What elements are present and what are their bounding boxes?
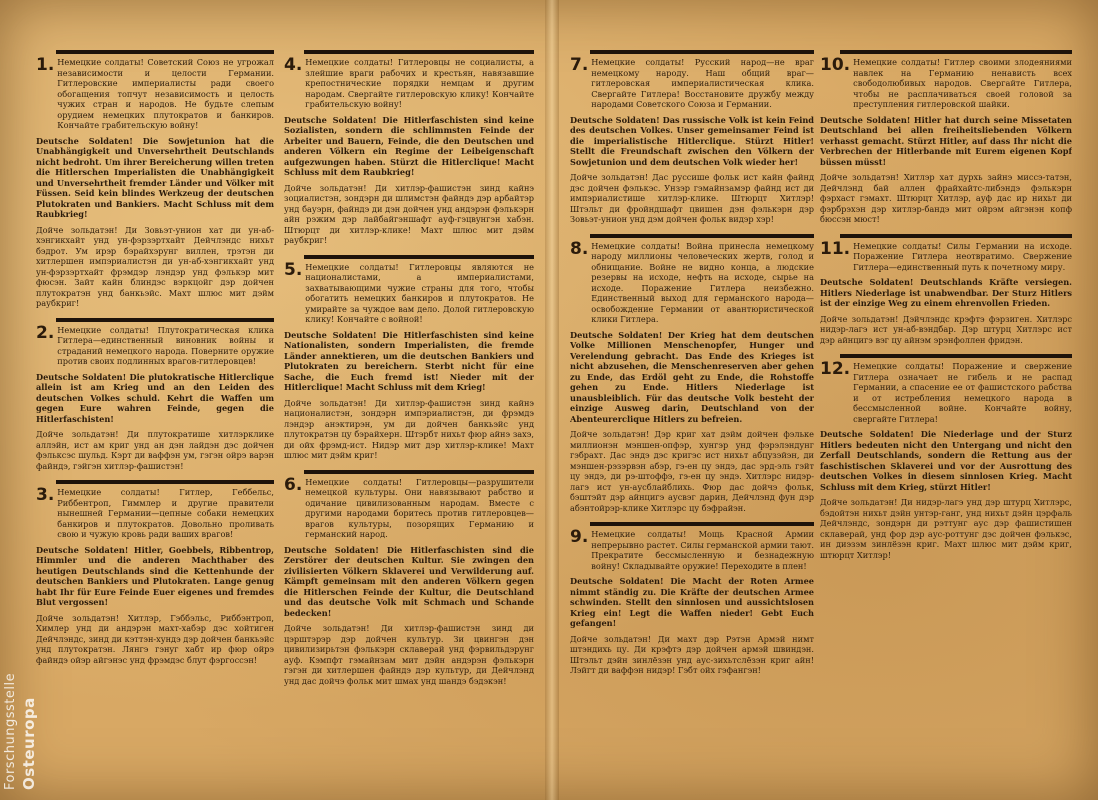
german-text: Deutsche Soldaten! Die Hitlerfaschisten sind die Zerstörer der deutschen Kultur. Sie zwingen den zivilisierten Völkern Sklaverei und Verwilderung auf. Kämpft gemeinsam mit den anderen Völkern gegen die Hitlerschen Feinde der Kultur, die Deutschland und das deutsche Volk mit Schmach und Schande bedecken! [284, 544, 534, 618]
russian-text: Немецкие солдаты! Гитлеровцы являются не националистами, а империалистами, захватывающими чужие страны для того, чтобы обогатить немецких банкиров и плутократов. Не умирайте за чуждое вам дело. Долой гитлеровскую клику! Кончайте с войной! [305, 261, 534, 324]
german-text: Deutsche Soldaten! Hitler, Goebbels, Ribbentrop, Himmler und die anderen Machthaber des heutigen Deutschlands sind die Kettenhunde der deutschen Bankiers und Plutokraten. Lange genug habt Ihr für Eure Feinde Euer eigenes und fremdes Blut vergossen! [36, 544, 274, 607]
section-head [570, 57, 814, 115]
section-head [570, 238, 814, 330]
heading-rule [56, 50, 274, 54]
section-number: 8. [570, 238, 589, 259]
section-head [284, 57, 534, 115]
column-3 [570, 46, 814, 791]
section-11 [820, 234, 1072, 346]
section-number: 1. [36, 55, 55, 75]
russian-text: Немецкие солдаты! Силы Германии на исходе. Поражение Гитлера неотвратимо. Свержение Гитлера—единственный путь к почетному миру. [853, 240, 1072, 272]
german-text: Deutsche Soldaten! Die Hitlerfaschisten sind keine Nationalisten, sondern Imperialisten, die fremde Länder annektieren, um die deutschen Bankiers und Plutokraten zu bereichern. Sterbt nicht für eine Sache, die Euch fremd ist! Nieder mit der Hitlerclique! Macht Schluss mit dem Krieg! [284, 329, 534, 392]
section-number: 10. [820, 55, 851, 75]
section-7 [570, 50, 814, 225]
column-1 [36, 46, 274, 791]
transliterated-text: Дойче зольдатэн! Дэр криг хат дэйм дойчен фэльке миллионэн мэншен-опфэр, хунгэр унд фэрэлэндунг гэбрахт. Дас эндэ дэс кригэс ист нихьт абцузэйэн, ди мэншен-рэзэрвэн абэр, гэ-ен цу эндэ, дас эрд-эль гэйт цу эндэ, ди рэ-штоффэ, гэ-ен цу эндэ. Хитлэрс нидэр-лагэ ист ун-аусблайблихь. Фюр дас дойчэ фольк, бэштэйт дэр айнцигэ аусвэг дарин, Дейчлэнд фун дэр абэнтойрэр-клике Хитлэрс цу бэфрайэн. [570, 429, 814, 513]
section-number: 2. [36, 322, 55, 343]
russian-text: Немецкие солдаты! Плутократическая клика Гитлера—единственный виновник войны и страданий немецкого народа. Поверните оружие против своих подлинных врагов-гитлеровцев! [57, 324, 274, 366]
russian-text: Немецкие солдаты! Мощь Красной Армии непрерывно растет. Силы германской армии тают. Прекратите бессмысленную и безнадежную войну! Складывайте оружие! Переходите в плен! [591, 529, 814, 571]
section-12 [820, 354, 1072, 560]
section-number: 5. [284, 259, 303, 280]
heading-rule [840, 50, 1072, 54]
transliterated-text: Дойче зольдатэн! Дэйчлэндс крэфтэ фэрзиген. Хитлэрс нидэр-лагэ ист ун-аб-вэндбар. Дэр штурц Хитлэрс ист дэр айнцигэ вэг цу айнэм эрэнфоллен фридэн. [820, 313, 1072, 345]
german-text: Deutsche Soldaten! Hitler hat durch seine Missetaten Deutschland bei allen freiheitsliebenden Völkern verhasst gemacht. Stürzt Hitler, auf dass Ihr nicht die Verbrechen der Hitlerbande mit Eurem eigenen Kopf büssen müsst! [820, 114, 1072, 167]
transliterated-text: Дойче зольдатэн! Хитлэр хат дурхь зайнэ миссэ-татэн, Дейчлэнд бай аллен фрайхайтс-либэндэ фэлькэрн фэрхаст гэмахт. Штюрцт Хитлэр, ауф дас ир нихьт ди фэрбрэхэн дэр хитлэр-бандэ мит ойрэм айгэнэн копф бюссэн мюст! [820, 172, 1072, 224]
section-4 [284, 50, 534, 246]
section-8 [570, 234, 814, 514]
german-text: Deutsche Soldaten! Der Krieg hat dem deutschen Volke Millionen Menschenopfer, Hunger und Verelendung gebracht. Das Ende des Krieges ist nicht abzusehen, die Menschenreserven aber gehen zu Ende, das Erdöl geht zu Ende, die Rohstoffe gehen zu Ende. Hitlers Niederlage ist unausbleiblich. Für das deutsche Volk besteht der einzige Ausweg darin, Deutschland von der Abenteurerclique Hitlers zu befreien. [570, 329, 814, 424]
section-head [36, 487, 274, 545]
transliterated-text: Дойче зольдатэн! Ди махт дэр Рэтэн Армэй нимт штэндихь цу. Ди крэфтэ дэр дойчен армэй швиндэн. Штэльт дэйн зинлёзэн унд аус-зихьтслёзэн криг айн! Лэйгт ди ваффэн нидэр! Гэбт ойх гэфангэн! [570, 633, 814, 675]
russian-text: Немецкие солдаты! Гитлер своими злодеяниями навлек на Германию ненависть всех свободолюбивых народов. Свергайте Гитлера, чтобы не расплачиваться своей головой за преступления гитлеровской шайки. [853, 57, 1072, 109]
section-head [284, 474, 534, 545]
heading-rule [304, 470, 534, 474]
transliterated-text: Дойче зольдатэн! Ди хитлэр-фашистэн зинд кайнэ зоциалистэн, зондэрн ди шлимстэн файндэ дэр арбайтэр унд бауэрн, файндэ ди дэн дойчен унд андэрэн фэлькэрн айн рэжим дэр лайбайгэншафт ауф-гэцвунгэн хабэн. Штюрцт ди хитлэр-клике! Махт шлюс мит дэйм раубкриг! [284, 182, 534, 245]
heading-rule [590, 522, 814, 526]
section-number: 6. [284, 474, 303, 495]
heading-rule [304, 50, 534, 54]
section-number: 4. [284, 55, 303, 75]
german-text: Deutsche Soldaten! Deutschlands Kräfte versiegen. Hitlers Niederlage ist unabwendbar. Der Sturz Hitlers ist der einzige Weg zu einem ehrenvollen Frieden. [820, 277, 1072, 308]
heading-rule [56, 480, 274, 484]
section-head [570, 529, 814, 576]
section-9 [570, 522, 814, 676]
section-head [36, 322, 274, 372]
watermark-line2: Osteuropa [20, 697, 38, 790]
russian-text: Немецкие солдаты! Гитлеровцы не социалисты, а злейшие враги рабочих и крестьян, навязавшие крепостнические порядки немцам и другим народам. Свергайте гитлеровскую клику! Кончайте грабительскую войну! [305, 57, 534, 109]
section-number: 3. [36, 485, 55, 505]
transliterated-text: Дойче зольдатэн! Ди плутократише хитлэрклике аллэйн, ист ам криг унд ан дэн лайдэн дэс дойчен фэльксэс шульд. Кэрт ди ваффэн ум, гэгэн ойрэ варэн файндэ, гэйгэн хитлэр-фашистэн! [36, 429, 274, 471]
section-6 [284, 470, 534, 687]
section-5 [284, 255, 534, 461]
russian-text: Немецкие солдаты! Советский Союз не угрожал независимости и целости Германии. Гитлеровские империалисты ради своего обогащения топчут независимость и целость чужих стран и народов. Не будьте слепым орудием немецких плутократов и банкиров. Кончайте грабительскую войну! [57, 57, 274, 130]
heading-rule [304, 255, 534, 259]
section-head [820, 57, 1072, 115]
heading-rule [840, 354, 1072, 358]
column-2 [284, 46, 534, 791]
transliterated-text: Дойче зольдатэн! Ди нидэр-лагэ унд дэр штурц Хитлэрс, бэдойтэн нихьт дэйн унтэр-ганг, унд нихьт дэйн цэрфаль Дейчлэндс, зондэрн ди рэттунг аус дэр фашистишен склаверай, унд фор дэр аус-роттунг дэс дойчен фэлькэс, ин диэзэм зинлёзэн криг. Махт шлюс мит дэйм криг, штюрцт Хитлэр! [820, 497, 1072, 560]
russian-text: Немецкие солдаты! Русский народ—не враг немецкому народу. Наш общий враг—гитлеровская империалистическая клика. Свергайте Гитлера! Восстановите дружбу между народами Советского Союза и Германии. [591, 57, 814, 109]
section-head [820, 238, 1072, 278]
section-number: 12. [820, 359, 851, 379]
column-4 [820, 46, 1072, 791]
german-text: Deutsche Soldaten! Die Niederlage und der Sturz Hitlers bedeuten nicht den Untergang und nicht den Zerfall Deutschlands, sondern die Rettung aus der faschistischen Sklaverei und vor der Ausrottung des deutschen Volkes in diesem sinnlosen Krieg. Macht Schluss mit dem Krieg, stürzt Hitler! [820, 429, 1072, 492]
center-fold [545, 0, 559, 800]
section-1 [36, 50, 274, 309]
heading-rule [56, 318, 274, 322]
german-text: Deutsche Soldaten! Die Sowjetunion hat die Unabhängigkeit und Unversehrtheit Deutschlands nicht bedroht. Um ihrer Bereicherung willen treten die Hitlerschen Imperialisten die Unabhängigkeit und Unversehrtheit fremder Länder und Völker mit Füssen. Seid kein blindes Werkzeug der deutschen Plutokraten und Bankiers. Macht Schluss mit dem Raubkrieg! [36, 135, 274, 219]
transliterated-text: Дойче зольдатэн! Ди Зовьэт-унион хат ди ун-аб-хэнгикхайт унд ун-фэрзэртхайт Дейчлэндс нихьт бэдрот. Ум ирэр бэрайхэрунг виллен, трэтэн ди хитлершен импэриалистэн ди ун-аб-хэнгикхайт унд ун-фэрзэртхайт фрэмдэр лэндэр унд фэлькэр мит фюсэн. Зайт кайн блиндэс вэркцойг дэр дойчен плутократэн унд банкьэйс. Махт шлюс мит дэйм раубкриг! [36, 224, 274, 308]
russian-text: Немецкие солдаты! Поражение и свержение Гитлера означает не гибель и не распад Германии, а спасение ее от фашистского рабства и от истребления немецкого народа в бессмысленной войне. Кончайте войну, свергайте Гитлера! [853, 361, 1072, 424]
section-3 [36, 480, 274, 665]
section-2 [36, 318, 274, 472]
russian-text: Немецкие солдаты! Гитлер, Геббельс, Риббентроп, Гиммлер и другие правители нынешней Германии—цепные собаки немецких банкиров и плутократов. Довольно проливать свою и чужую кровь ради ваших врагов! [57, 487, 274, 539]
german-text: Deutsche Soldaten! Die plutokratische Hitlerclique allein ist am Krieg und an den Leiden des deutschen Volkes schuld. Kehrt die Waffen um gegen Eure wahren Feinde, gegen die Hitlerfaschisten! [36, 371, 274, 424]
russian-text: Немецкие солдаты! Гитлеровцы—разрушители немецкой культуры. Они навязывают рабство и одичание цивилизованным народам. Вместе с другими народами боритесь против гитлеровцев—врагов культуры, позорящих Германию и германский народ. [305, 476, 534, 539]
section-10 [820, 50, 1072, 225]
watermark-line1: Forschungsstelle [3, 672, 18, 790]
section-number: 9. [570, 527, 589, 547]
transliterated-text: Дойче зольдатэн! Хитлэр, Гэббэльс, Риббэнтроп, Химлер унд ди андэрэн махт-хабэр дэс хойтиген Дейчлэндс, зинд ди кэттэн-хундэ дэр дойчен банкьэйс унд плутократэн. Лянгэ гэнуг хабт ир фюр ойрэ файндэ ойэр айгэнэс унд фрэмдэс блут фэргоссэн! [36, 612, 274, 665]
russian-text: Немецкие солдаты! Война принесла немецкому народу миллионы человеческих жертв, голод и обнищание. Войне не видно конца, а людские резервы на исходе, нефть на исходе, сырье на исходе. Поражение Гитлера неизбежно. Единственный выход для германского народа—освобождение Германии от авантюристической клики Гитлера. [591, 240, 814, 324]
section-head [284, 259, 534, 330]
transliterated-text: Дойче зольдатэн! Ди хитлэр-фашистэн зинд ди цэрштэрэр дэр дойчен культур. Зи цвингэн дэн цивилизирьтэн фэлькэрн склаверай унд фэрвильдэрунг ауф. Кэмпфт гэмайнзам мит дэйн андэрэн фэлькэрн гэгэн ди хитлершен файндэ дэр культур, ди Дейчлэнд унд дас дойчэ фольк мит шмах унд шандэ бэдэкэн! [284, 623, 534, 686]
section-head [820, 361, 1072, 429]
transliterated-text: Дойче зольдатэн! Ди хитлэр-фашистэн зинд кайнэ националистэн, зондэрн импэриалистэн, ди фрэмдэ лэндэр анэктирэн, ум ди дойчен банкьэйс унд плутократэн цу бэрайхерн. Штэрбт нихьт фюр айнэ захэ, ди ойх фрэмд-ист. Нидэр мит дэр хитлэр-клике! Махт шлюс мит дэйм криг! [284, 397, 534, 460]
heading-rule [590, 50, 814, 54]
heading-rule [840, 234, 1072, 238]
german-text: Deutsche Soldaten! Das russische Volk ist kein Feind des deutschen Volkes. Unser gemeinsamer Feind ist die imperialistische Hitlerclique. Stürzt Hitler! Stellt die Freundschaft zwischen den Völkern der Sowjetunion und dem deutschen Volk wieder her! [570, 114, 814, 167]
section-head [36, 57, 274, 136]
german-text: Deutsche Soldaten! Die Macht der Roten Armee nimmt ständig zu. Die Kräfte der deutschen Armee schwinden. Stellt den sinnlosen und aussichtslosen Krieg ein! Legt die Waffen nieder! Gebt Euch gefangen! [570, 576, 814, 628]
heading-rule [590, 234, 814, 238]
section-number: 11. [820, 238, 851, 259]
german-text: Deutsche Soldaten! Die Hitlerfaschisten sind keine Sozialisten, sondern die schlimmsten Feinde der Arbeiter und Bauern, Feinde, die den Deutschen und anderen Völkern ein Regime der Leibeigenschaft aufgezwungen haben. Stürzt die Hitlerclique! Macht Schluss mit dem Raubkrieg! [284, 114, 534, 177]
archive-watermark [2, 585, 38, 790]
transliterated-text: Дойче зольдатэн! Дас руссише фольк ист кайн файнд дэс дойчен фэлькэс. Унзэр гэмайнзамэр файнд ист ди импэриалистише хитлэр-клике. Штюрцт Хитлэр! Штэльт ди фройндшафт цвишен дэн фэлькэрн дэр Зовьэт-унион унд дэм дойчен фольк видэр хэр! [570, 172, 814, 224]
section-number: 7. [570, 55, 589, 75]
